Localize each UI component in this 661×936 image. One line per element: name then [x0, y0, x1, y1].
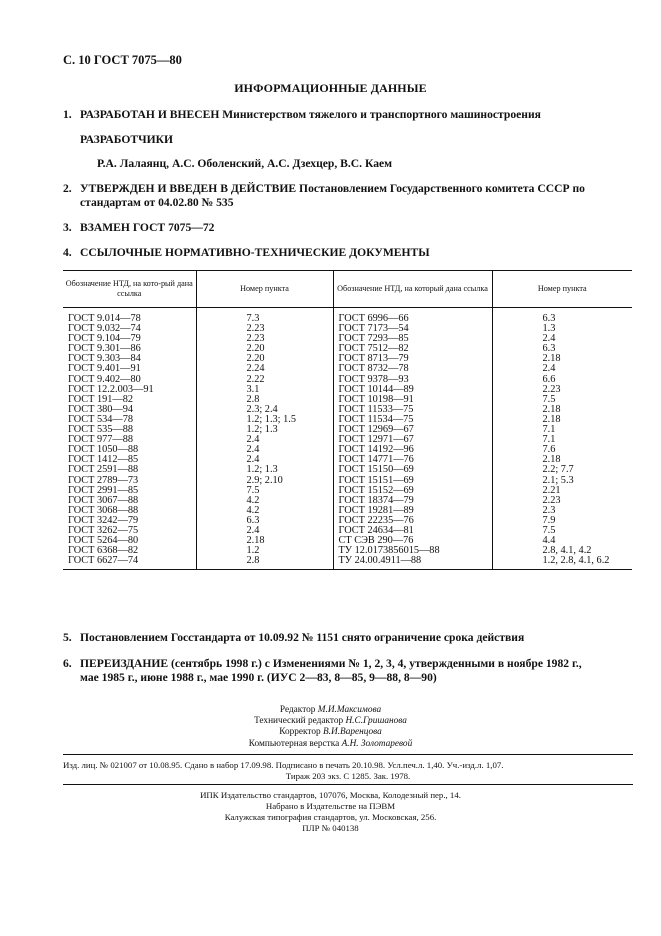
item-text: ПЕРЕИЗДАНИЕ (сентябрь 1998 г.) с Изменениями № 1, 2, 3, 4, утвержденными в ноябре 1982 г., — [80, 657, 582, 670]
ref-point-left: 2.20 — [196, 354, 333, 364]
header-doc-left: Обозначение НТД, на кото-рый дана ссылка — [63, 271, 196, 308]
ref-doc-right: ГОСТ 7512—82 — [333, 344, 492, 354]
ref-doc-right: ГОСТ 19281—89 — [333, 506, 492, 516]
credits-block — [0, 705, 661, 750]
ref-point-right: 6.3 — [492, 314, 632, 324]
table-row — [63, 556, 632, 570]
ref-doc-right: ГОСТ 15151—69 — [333, 476, 492, 486]
ref-doc-left: ГОСТ 2991—85 — [68, 484, 139, 496]
ref-point-right: 2.2; 7.7 — [492, 465, 632, 475]
printer-info — [0, 790, 661, 834]
ref-doc-left: ГОСТ 977—88 — [68, 434, 134, 446]
ref-point-right: 1.3 — [492, 324, 632, 334]
ref-doc-left: ГОСТ 6368—82 — [68, 545, 139, 557]
ref-point-left: 2.24 — [196, 364, 333, 374]
ref-point-right: 2.8, 4.1, 4.2 — [492, 546, 632, 556]
credit-editor: Редактор М.И.Максимова — [279, 705, 382, 715]
developers-label-row — [63, 133, 633, 147]
credit-tech-editor: Технический редактор Н.С.Гришанова — [254, 716, 407, 727]
ref-point-left: 2.8 — [196, 556, 333, 570]
ref-point-left: 1.2; 1.3 — [196, 465, 333, 475]
ref-point-right: 2.1; 5.3 — [492, 476, 632, 486]
item-6 — [63, 657, 633, 685]
developers-label: РАЗРАБОТЧИКИ — [80, 133, 174, 146]
ref-doc-left: ГОСТ 535—88 — [68, 424, 134, 436]
item-number: 5. — [63, 631, 72, 644]
ref-doc-left: ГОСТ 9.032—74 — [68, 323, 141, 335]
ref-doc-left: ГОСТ 9.104—79 — [68, 333, 141, 345]
ref-doc-right: ГОСТ 10144—89 — [333, 385, 492, 395]
ref-doc-left: ГОСТ 3068—88 — [68, 504, 139, 516]
item-4 — [63, 246, 633, 260]
ref-doc-left: ГОСТ 534—78 — [68, 413, 134, 425]
ref-point-right: 2.18 — [492, 354, 632, 364]
ref-point-right: 7.1 — [492, 435, 632, 445]
item-number: 2. — [63, 182, 72, 195]
ref-point-left: 2.3; 2.4 — [196, 405, 333, 415]
ref-point-left: 2.4 — [196, 526, 333, 536]
publication-line-1: Изд. лиц. № 021007 от 10.08.95. Сдано в набор 17.09.98. Подписано в печать 20.10.98. Усл.печ.л. 1,40. Уч.-изд.л. 1,07. — [63, 760, 504, 770]
ref-doc-right: ГОСТ 24634—81 — [333, 526, 492, 536]
ref-doc-right: ГОСТ 8713—79 — [333, 354, 492, 364]
ref-point-left: 3.1 — [196, 385, 333, 395]
printer-line-4: ПЛР № 040138 — [302, 823, 359, 833]
item-text: ССЫЛОЧНЫЕ НОРМАТИВНО-ТЕХНИЧЕСКИЕ ДОКУМЕНТЫ — [80, 246, 430, 259]
item-number: 1. — [63, 108, 72, 121]
ref-point-right: 6.6 — [492, 375, 632, 385]
ref-point-left: 1.2; 1.3; 1.5 — [196, 415, 333, 425]
ref-point-left: 2.9; 2.10 — [196, 476, 333, 486]
ref-doc-right: ГОСТ 15150—69 — [333, 465, 492, 475]
ref-point-right: 6.3 — [492, 344, 632, 354]
ref-doc-right: ГОСТ 11534—75 — [333, 415, 492, 425]
ref-doc-left: ГОСТ 3262—75 — [68, 524, 139, 536]
ref-point-left: 1.2 — [196, 546, 333, 556]
ref-point-right: 2.18 — [492, 455, 632, 465]
ref-point-right: 7.5 — [492, 395, 632, 405]
item-text-continued: мае 1985 г., июне 1988 г., мае 1990 г. (ИУС 2—83, 8—85, 9—88, 8—90) — [80, 671, 437, 684]
section-title: ИНФОРМАЦИОННЫЕ ДАННЫЕ — [234, 81, 427, 95]
ref-doc-left: ГОСТ 1412—85 — [68, 454, 139, 466]
ref-point-left: 7.3 — [196, 314, 333, 324]
ref-doc-left: ГОСТ 9.402—80 — [68, 373, 141, 385]
item-5 — [63, 631, 633, 645]
credit-layout: Компьютерная верстка А.Н. Золотаревой — [248, 738, 413, 749]
ref-point-left: 2.4 — [196, 455, 333, 465]
divider — [63, 784, 633, 785]
ref-doc-right: ГОСТ 14192—96 — [333, 445, 492, 455]
printer-line-1: ИПК Издательство стандартов, 107076, Москва, Колодезный пер., 14. — [200, 790, 461, 800]
table-header-row — [63, 271, 632, 308]
ref-point-right: 2.18 — [492, 405, 632, 415]
ref-doc-right: ГОСТ 14771—76 — [333, 455, 492, 465]
printer-line-2: Набрано в Издательстве на ПЭВМ — [265, 801, 396, 811]
ref-point-right: 2.21 — [492, 486, 632, 496]
ref-doc-right: СТ СЭВ 290—76 — [333, 536, 492, 546]
item-number: 3. — [63, 221, 72, 234]
ref-doc-left: ГОСТ 12.2.003—91 — [68, 383, 154, 395]
ref-point-left: 2.4 — [196, 435, 333, 445]
ref-doc-left: ГОСТ 2789—73 — [68, 474, 139, 486]
ref-point-left: 2.4 — [196, 445, 333, 455]
item-2 — [63, 182, 633, 210]
table-row — [63, 465, 632, 475]
ref-doc-left: ГОСТ 9.014—78 — [68, 313, 141, 324]
developers-names-row — [63, 157, 633, 171]
table-body — [63, 308, 632, 570]
publication-line-2: Тираж 203 экз. С 1285. Зак. 1978. — [285, 771, 411, 781]
item-text: ВЗАМЕН ГОСТ 7075—72 — [80, 221, 215, 234]
references-table — [63, 270, 632, 570]
ref-doc-right: ГОСТ 11533—75 — [333, 405, 492, 415]
ref-point-right: 2.18 — [492, 415, 632, 425]
ref-doc-right: ТУ 24.00.4911—88 — [333, 556, 492, 570]
header-doc-right: Обозначение НТД, на который дана ссылка — [333, 271, 492, 308]
ref-doc-left: ГОСТ 191—82 — [68, 393, 134, 405]
ref-point-left: 1.2; 1.3 — [196, 425, 333, 435]
item-text-continued: стандартам от 04.02.80 № 535 — [80, 196, 234, 209]
ref-point-left: 2.18 — [196, 536, 333, 546]
ref-point-right: 7.9 — [492, 516, 632, 526]
ref-point-right: 2.23 — [492, 385, 632, 395]
ref-doc-left: ГОСТ 5264—80 — [68, 535, 139, 547]
ref-point-left: 6.3 — [196, 516, 333, 526]
ref-point-right: 7.5 — [492, 526, 632, 536]
ref-doc-right: ГОСТ 12971—67 — [333, 435, 492, 445]
ref-point-left: 2.23 — [196, 334, 333, 344]
ref-doc-right: ГОСТ 8732—78 — [333, 364, 492, 374]
ref-doc-right: ТУ 12.0173856015—88 — [333, 546, 492, 556]
ref-doc-left: ГОСТ 6627—74 — [63, 556, 196, 570]
ref-doc-right: ГОСТ 10198—91 — [333, 395, 492, 405]
header-point-left: Номер пункта — [196, 271, 333, 308]
developers-names: Р.А. Лалаянц, А.С. Оболенский, А.С. Дзехцер, В.С. Каем — [97, 157, 393, 170]
ref-doc-right: ГОСТ 7173—54 — [333, 324, 492, 334]
divider — [63, 754, 633, 755]
ref-point-right: 1.2, 2.8, 4.1, 6.2 — [492, 556, 632, 570]
page-header: С. 10 ГОСТ 7075—80 — [63, 53, 182, 67]
ref-point-left: 2.23 — [196, 324, 333, 334]
ref-point-left: 4.2 — [196, 506, 333, 516]
ref-doc-left: ГОСТ 2591—88 — [68, 464, 139, 476]
ref-doc-right: ГОСТ 15152—69 — [333, 486, 492, 496]
ref-doc-left: ГОСТ 1050—88 — [68, 444, 139, 456]
ref-doc-left: ГОСТ 3067—88 — [68, 494, 139, 506]
ref-point-left: 4.2 — [196, 496, 333, 506]
ref-doc-left: ГОСТ 9.301—86 — [68, 343, 141, 355]
ref-point-left: 2.20 — [196, 344, 333, 354]
ref-doc-right: ГОСТ 7293—85 — [333, 334, 492, 344]
ref-doc-right: ГОСТ 18374—79 — [333, 496, 492, 506]
ref-point-right: 2.4 — [492, 364, 632, 374]
ref-point-right: 7.6 — [492, 445, 632, 455]
ref-doc-left: ГОСТ 3242—79 — [68, 514, 139, 526]
ref-doc-right: ГОСТ 9378—93 — [333, 375, 492, 385]
item-number: 6. — [63, 657, 72, 670]
ref-doc-left: ГОСТ 380—94 — [68, 403, 134, 415]
item-3 — [63, 221, 633, 235]
ref-doc-right: ГОСТ 6996—66 — [333, 314, 492, 324]
ref-doc-left: ГОСТ 9.303—84 — [68, 353, 141, 365]
printer-line-3: Калужская типография стандартов, ул. Московская, 256. — [224, 812, 437, 822]
ref-point-right: 2.3 — [492, 506, 632, 516]
ref-point-left: 2.8 — [196, 395, 333, 405]
item-text: РАЗРАБОТАН И ВНЕСЕН Министерством тяжелого и транспортного машиностроения — [80, 108, 541, 121]
publication-info — [63, 760, 633, 782]
header-point-right: Номер пункта — [492, 271, 632, 308]
ref-point-right: 2.4 — [492, 334, 632, 344]
ref-point-right: 2.23 — [492, 496, 632, 506]
item-text: Постановлением Госстандарта от 10.09.92 № 1151 снято ограничение срока действия — [80, 631, 525, 644]
ref-doc-left: ГОСТ 9.401—91 — [68, 363, 141, 375]
credit-proofreader: Корректор В.И.Варенцова — [279, 727, 382, 738]
item-text: УТВЕРЖДЕН И ВВЕДЕН В ДЕЙСТВИЕ Постановлением Государственного комитета СССР по — [80, 182, 585, 195]
ref-point-left: 2.22 — [196, 375, 333, 385]
ref-doc-right: ГОСТ 22235—76 — [333, 516, 492, 526]
ref-doc-right: ГОСТ 12969—67 — [333, 425, 492, 435]
item-number: 4. — [63, 246, 72, 259]
ref-point-right: 4.4 — [492, 536, 632, 546]
item-1 — [63, 108, 633, 122]
ref-point-right: 7.1 — [492, 425, 632, 435]
ref-point-left: 7.5 — [196, 486, 333, 496]
